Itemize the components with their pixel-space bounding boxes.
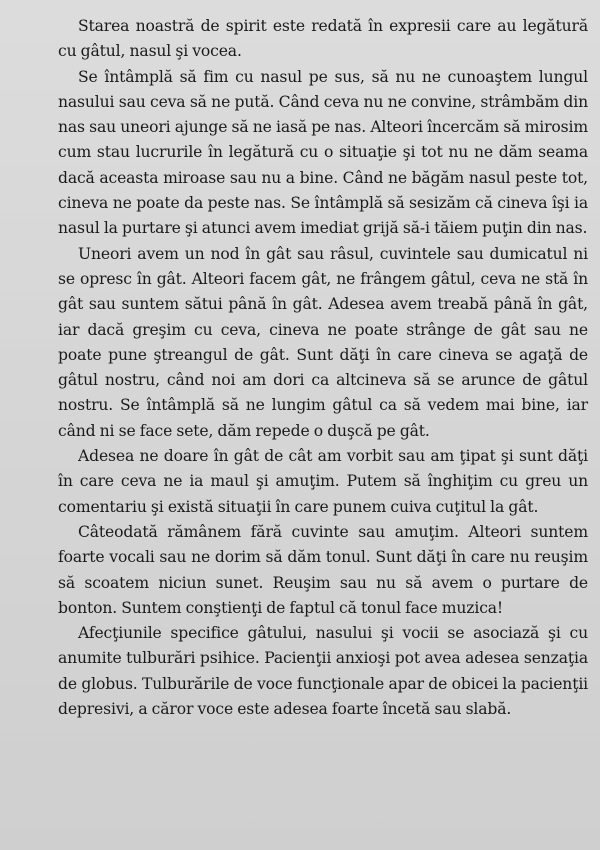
paragraph-5: Câteodată rămânem fără cuvinte sau amuţim. Alteori suntem foarte vocali sau ne dorim să dăm tonul. Sunt dăţi în care nu reuşim să scoatem niciun sunet. Reuşim sau nu să avem o purtare de bonton. Suntem conştienţi de faptul că tonul face muzica! — [58, 522, 588, 617]
paragraph-1: Starea noastră de spirit este redată în expresii care au legătură cu gâtul, nasul şi vocea. — [58, 17, 588, 61]
body-text — [58, 14, 588, 722]
paragraph-6: Afecţiunile specifice gâtului, nasului şi vocii se asociază şi cu anumite tulburări psihice. Pacienţii anxioşi pot avea adesea senzaţia de globus. Tulburările de voce funcţionale apar de obicei la pacienţii depresivi, a căror voce este adesea foarte încetă sau slabă. — [58, 624, 588, 719]
paragraph-4: Adesea ne doare în gât de cât am vorbit sau am ţipat şi sunt dăţi în care ceva ne ia maul şi amuţim. Putem să înghiţim cu greu un comentariu şi există situaţii în care punem cuiva cuţitul la gât. — [58, 447, 588, 516]
paragraph-2: Se întâmplă să fim cu nasul pe sus, să nu ne cunoaştem lungul nasului sau ceva să ne pută. Când ceva nu ne convine, strâmbăm din nas sau uneori ajunge să ne iasă pe nas. Alteori încercăm să mirosim cum stau lucrurile în legătură cu o situaţie şi tot nu ne dăm seama dacă aceasta miroase sau nu a bine. Când ne băgăm nasul peste tot, cineva ne poate da peste nas. Se întâmplă să sesizăm că cineva îşi ia nasul la purtare şi atunci avem imediat grijă să-i tăiem puţin din nas. — [58, 67, 588, 238]
paragraph-3: Uneori avem un nod în gât sau râsul, cuvintele sau dumicatul ni se opresc în gât. Alteori facem gât, ne frângem gâtul, ceva ne stă în gât sau suntem sătui până în gât. Adesea avem treabă până în gât, iar dacă greşim cu ceva, cineva ne poate strânge de gât sau ne poate pune ştreangul de gât. Sunt dăţi în care cineva se agaţă de gâtul nostru, când noi am dori ca altcineva să se arunce de gâtul nostru. Se întâmplă să ne lungim gâtul ca să vedem mai bine, iar când ni se face sete, dăm repede o duşcă pe gât. — [58, 244, 588, 440]
